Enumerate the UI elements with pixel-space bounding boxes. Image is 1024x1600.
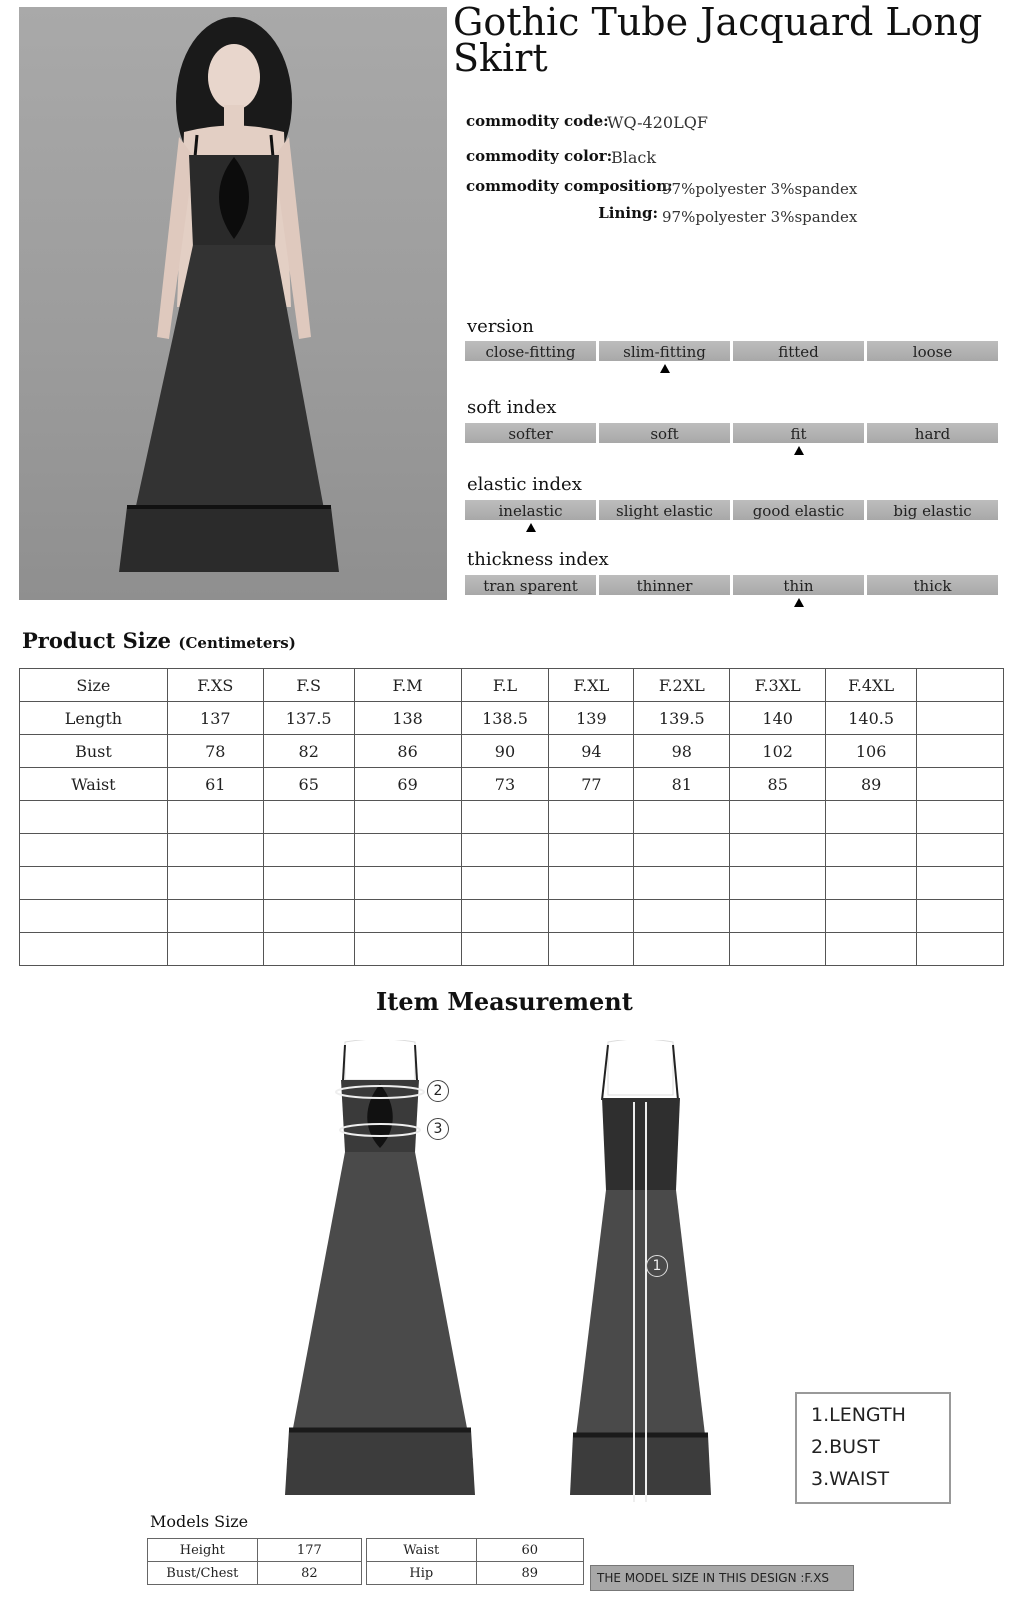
size-table-cell: 98: [634, 735, 730, 768]
size-table-cell: [354, 801, 461, 834]
scale-option: inelastic: [465, 500, 596, 520]
size-table-cell: 90: [461, 735, 549, 768]
models-value: 177: [257, 1539, 361, 1562]
size-table-cell: [730, 933, 826, 966]
model-photo-illustration: [19, 7, 447, 600]
models-key: Waist: [367, 1539, 477, 1562]
size-table-cell: [461, 834, 549, 867]
measurement-legend: [795, 1392, 951, 1504]
size-table-cell: [826, 933, 917, 966]
size-table-header-cell: F.S: [263, 669, 354, 702]
size-table-cell: 73: [461, 768, 549, 801]
table-row: [20, 735, 1004, 768]
scale-title-thickness: thickness index: [467, 549, 609, 570]
size-table-cell: [263, 801, 354, 834]
models-value: 89: [476, 1562, 583, 1585]
size-table-cell: [20, 933, 168, 966]
size-table-header-cell: [917, 669, 1004, 702]
size-table-header-cell: F.2XL: [634, 669, 730, 702]
scale-option: softer: [465, 423, 596, 443]
size-table-cell: [730, 867, 826, 900]
marker-bust: 2: [427, 1080, 449, 1102]
scale-version: [465, 341, 998, 361]
size-table-cell: [354, 933, 461, 966]
product-title: Gothic Tube Jacquard Long Skirt: [453, 0, 983, 80]
size-table-cell: [917, 867, 1004, 900]
scale-option: big elastic: [867, 500, 998, 520]
legend-length: 1.LENGTH: [811, 1404, 906, 1426]
size-table-cell: [917, 900, 1004, 933]
scale-title-soft: soft index: [467, 397, 557, 418]
size-table-cell: [634, 900, 730, 933]
selected-marker-icon: [794, 598, 804, 607]
size-table-cell: [461, 933, 549, 966]
scale-title-version: version: [467, 316, 534, 337]
size-table-header-cell: F.4XL: [826, 669, 917, 702]
size-table-cell: [549, 900, 634, 933]
size-table-cell: [20, 900, 168, 933]
spec-value-code: WQ-420LQF: [607, 113, 708, 132]
spec-label-composition: commodity composition:: [466, 177, 673, 195]
size-table-cell: [20, 834, 168, 867]
spec-value-color: Black: [611, 148, 657, 167]
spec-label-lining: Lining:: [598, 204, 658, 222]
legend-waist: 3.WAIST: [811, 1468, 890, 1490]
scale-option: slim-fitting: [599, 341, 730, 361]
size-table-header-cell: F.XL: [549, 669, 634, 702]
table-row: [20, 933, 1004, 966]
table-row: [20, 834, 1004, 867]
size-table-cell: [167, 900, 263, 933]
size-table-cell: [167, 834, 263, 867]
size-table-cell: [634, 801, 730, 834]
size-table-cell: 138.5: [461, 702, 549, 735]
size-table-cell: [263, 867, 354, 900]
selected-marker-icon: [794, 446, 804, 455]
size-table-cell: 78: [167, 735, 263, 768]
size-table-cell: [549, 801, 634, 834]
selected-marker-icon: [526, 523, 536, 532]
size-table: [19, 668, 1004, 966]
size-table-cell: [730, 801, 826, 834]
model-size-note: THE MODEL SIZE IN THIS DESIGN :F.XS: [590, 1565, 854, 1591]
size-table-cell: 138: [354, 702, 461, 735]
size-table-cell: 89: [826, 768, 917, 801]
spec-label-code: commodity code:: [466, 112, 609, 130]
size-table-cell: 94: [549, 735, 634, 768]
table-row: [20, 702, 1004, 735]
table-row: [20, 900, 1004, 933]
size-table-cell: [917, 735, 1004, 768]
size-table-cell: 82: [263, 735, 354, 768]
size-table-header-cell: F.XS: [167, 669, 263, 702]
size-table-cell: [167, 801, 263, 834]
size-table-cell: [730, 834, 826, 867]
spec-label-color: commodity color:: [466, 147, 613, 165]
models-key: Hip: [367, 1562, 477, 1585]
spec-value-lining: 97%polyester 3%spandex: [662, 208, 858, 226]
scale-option: thick: [867, 575, 998, 595]
size-table-cell: 102: [730, 735, 826, 768]
size-table-header-cell: F.L: [461, 669, 549, 702]
size-table-cell: [20, 867, 168, 900]
size-table-cell: [461, 867, 549, 900]
size-table-header-cell: F.3XL: [730, 669, 826, 702]
table-row: [20, 801, 1004, 834]
size-table-cell: [20, 801, 168, 834]
size-table-cell: [917, 801, 1004, 834]
models-key: Bust/Chest: [148, 1562, 258, 1585]
size-table-header-row: [20, 669, 1004, 702]
size-table-cell: [826, 834, 917, 867]
table-row: [20, 768, 1004, 801]
table-row: [20, 867, 1004, 900]
size-table-unit: (Centimeters): [178, 634, 296, 652]
scale-soft: [465, 423, 998, 443]
size-table-cell: [549, 834, 634, 867]
size-table-cell: [826, 801, 917, 834]
scale-option: loose: [867, 341, 998, 361]
size-table-cell: 81: [634, 768, 730, 801]
size-table-title: [22, 628, 296, 653]
scale-elastic: [465, 500, 998, 520]
scale-option: hard: [867, 423, 998, 443]
size-table-cell: 137.5: [263, 702, 354, 735]
scale-option: fitted: [733, 341, 864, 361]
marker-length: 1: [646, 1255, 668, 1277]
size-table-header-cell: Size: [20, 669, 168, 702]
size-table-cell: [634, 867, 730, 900]
size-table-cell: Length: [20, 702, 168, 735]
models-table-left: [147, 1538, 362, 1585]
size-table-cell: 139: [549, 702, 634, 735]
size-table-cell: [917, 702, 1004, 735]
size-table-cell: Bust: [20, 735, 168, 768]
size-table-cell: [167, 933, 263, 966]
size-table-cell: 137: [167, 702, 263, 735]
size-table-cell: 65: [263, 768, 354, 801]
size-table-cell: 140: [730, 702, 826, 735]
size-table-cell: [730, 900, 826, 933]
size-table-cell: [917, 768, 1004, 801]
scale-option: fit: [733, 423, 864, 443]
size-table-cell: 139.5: [634, 702, 730, 735]
dress-front-illustration: [285, 1040, 475, 1510]
size-table-cell: [263, 834, 354, 867]
scale-option: good elastic: [733, 500, 864, 520]
size-table-heading: Product Size: [22, 628, 172, 653]
size-table-header-cell: F.M: [354, 669, 461, 702]
scale-option: thinner: [599, 575, 730, 595]
size-table-cell: [354, 900, 461, 933]
scale-thickness: [465, 575, 998, 595]
size-table-cell: [826, 900, 917, 933]
scale-title-elastic: elastic index: [467, 474, 582, 495]
models-key: Height: [148, 1539, 258, 1562]
selected-marker-icon: [660, 364, 670, 373]
size-table-cell: 61: [167, 768, 263, 801]
scale-option: slight elastic: [599, 500, 730, 520]
size-table-cell: [634, 933, 730, 966]
size-table-cell: 77: [549, 768, 634, 801]
size-table-cell: 106: [826, 735, 917, 768]
size-table-cell: [263, 900, 354, 933]
size-table-cell: [167, 867, 263, 900]
size-table-cell: [461, 900, 549, 933]
models-value: 82: [257, 1562, 361, 1585]
size-table-cell: [263, 933, 354, 966]
size-table-cell: [549, 867, 634, 900]
model-photo: [19, 7, 447, 600]
size-table-cell: [461, 801, 549, 834]
size-table-body: [20, 669, 1004, 966]
size-table-cell: [917, 933, 1004, 966]
scale-option: thin: [733, 575, 864, 595]
size-table-cell: 69: [354, 768, 461, 801]
size-table-cell: [917, 834, 1004, 867]
size-table-cell: [826, 867, 917, 900]
spec-value-composition: 97%polyester 3%spandex: [662, 180, 858, 198]
marker-waist: 3: [427, 1118, 449, 1140]
size-table-cell: 85: [730, 768, 826, 801]
size-table-cell: [549, 933, 634, 966]
scale-option: tran sparent: [465, 575, 596, 595]
legend-bust: 2.BUST: [811, 1436, 880, 1458]
scale-option: close-fitting: [465, 341, 596, 361]
size-table-cell: 140.5: [826, 702, 917, 735]
models-size-title: Models Size: [150, 1512, 249, 1531]
size-table-cell: [354, 867, 461, 900]
scale-option: soft: [599, 423, 730, 443]
measurement-title: Item Measurement: [376, 987, 633, 1016]
size-table-cell: 86: [354, 735, 461, 768]
models-table-right: [366, 1538, 584, 1585]
size-table-cell: Waist: [20, 768, 168, 801]
size-table-cell: [634, 834, 730, 867]
size-table-cell: [354, 834, 461, 867]
dress-back-illustration: [568, 1040, 713, 1510]
models-value: 60: [476, 1539, 583, 1562]
